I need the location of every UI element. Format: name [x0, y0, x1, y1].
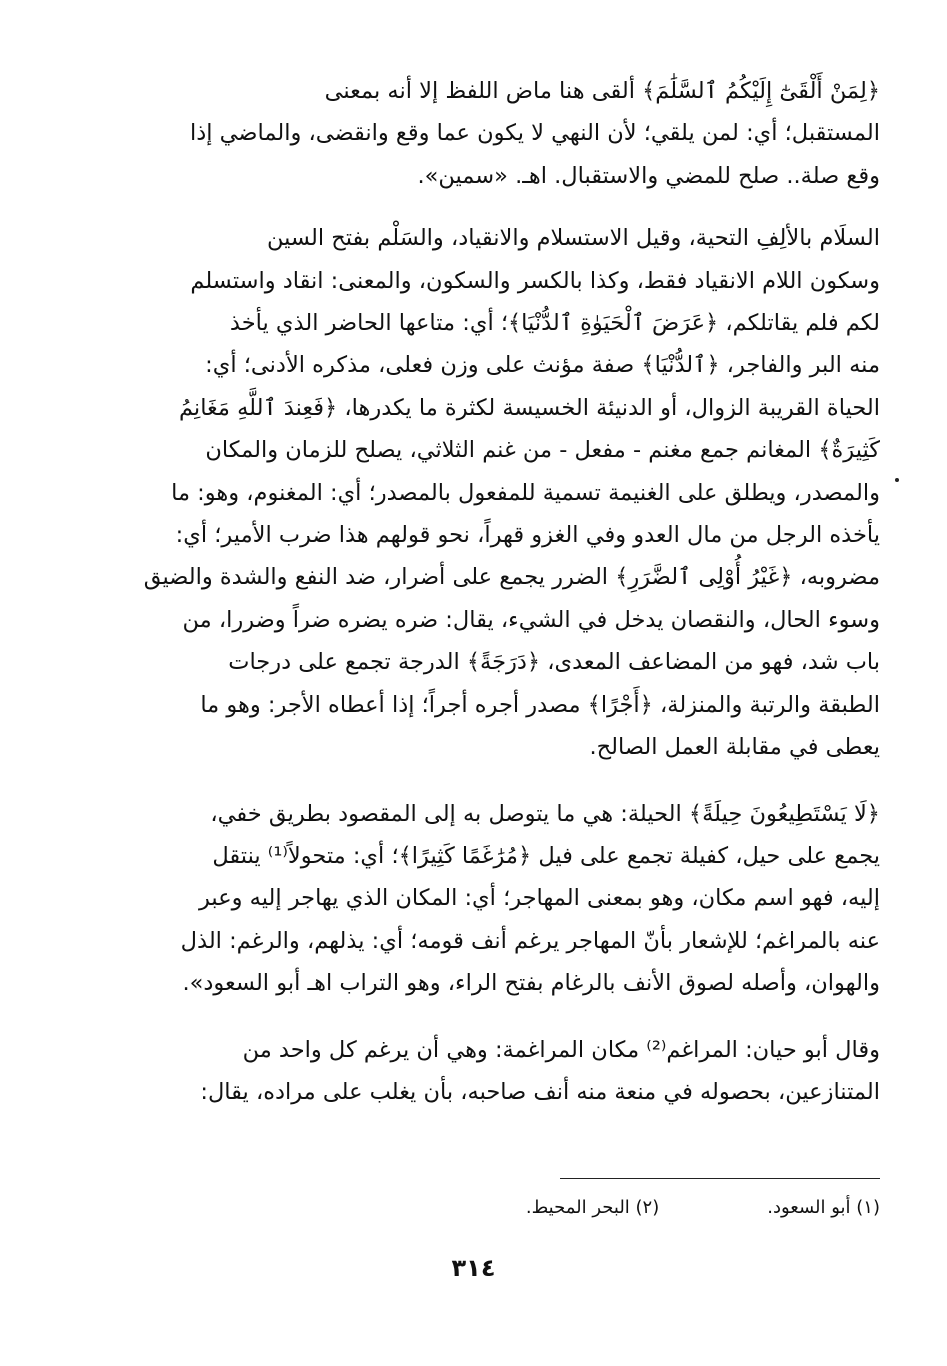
paragraph-line: وسكون اللام الانقياد فقط، وكذا بالكسر والسكون، والمعنى: انقاد واستسلم	[190, 267, 880, 294]
footnote-divider	[560, 1178, 880, 1179]
paragraph-3	[72, 793, 880, 1005]
footnote-1: (١) أبو السعود.	[767, 1197, 880, 1218]
paragraph-line: وقال أبو حيان: المراغم⁽²⁾ مكان المراغمة: وهي أن يرغم كل واحد من	[242, 1036, 880, 1063]
paragraph-line: ﴿لِمَنْ أَلْقَىٰٓ إِلَيْكُمُ ٱلسَّلَٰمَ﴾ ألقى هنا ماض اللفظ إلا أنه بمعنى	[324, 78, 880, 104]
paragraph-line: المتنازعين، بحصوله في منعة منه أنف صاحبه، بأن يغلب على مراده، يقال:	[200, 1078, 880, 1105]
page-body	[72, 70, 880, 1113]
paragraph-line: المستقبل؛ أي: لمن يلقي؛ لأن النهي لا يكون عما وقع وانقضى، والماضي إذا	[189, 120, 880, 147]
paragraph-line: يعطى في مقابلة العمل الصالح.	[589, 734, 880, 761]
page-number: ٣١٤	[451, 1254, 496, 1282]
paragraph-line: والهوان، وأصله لصوق الأنف بالرغام بفتح الراء، وهو التراب اهـ أبو السعود».	[182, 970, 880, 997]
paragraph-line: السلَام بالألِفِ التحية، وقيل الاستسلام والانقياد، والسَلْم بفتح السين	[266, 225, 880, 252]
paragraph-4	[72, 1029, 880, 1114]
footnotes	[72, 1195, 880, 1221]
paragraph-line: الحياة القريبة الزوال، أو الدنيئة الخسيسة لكثرة ما يكدرها، ﴿فَعِندَ ٱللَّهِ مَغَانِمُ	[178, 394, 880, 421]
paragraph-line: والمصدر، ويطلق على الغنيمة تسمية للمفعول بالمصدر؛ أي: المغنوم، وهو: ما	[171, 479, 880, 506]
paragraph-line: باب شد، فهو من المضاعف المعدى، ﴿دَرَجَةً﴾ الدرجة تجمع على درجات	[228, 649, 880, 676]
paragraph-line: عنه بالمراغم؛ للإشعار بأنّ المهاجر يرغم أنف قومه؛ أي: يذلهم، والرغم: الذل	[180, 927, 880, 954]
paragraph-line: وقع صلة.. صلح للمضي والاستقبال. اهـ. «سمين».	[417, 162, 880, 189]
paragraph-1	[72, 70, 880, 197]
paragraph-2	[72, 217, 880, 768]
paragraph-line: ﴿لَا يَسْتَطِيعُونَ حِيلَةً﴾ الحيلة: هي ما يتوصل به إلى المقصود بطريق خفي،	[210, 800, 880, 827]
paragraph-line: الطبقة والرتبة والمنزلة، ﴿أَجْرًا﴾ مصدر أجره أجراً؛ إذا أعطاه الأجر: وهو ما	[200, 691, 880, 718]
paragraph-line: وسوء الحال، والنقصان يدخل في الشيء، يقال: ضره يضره ضراً وضررا، من	[182, 606, 880, 633]
paragraph-line: يأخذه الرجل من مال العدو وفي الغزو قهراً، نحو قولهم هذا ضرب الأمير؛ أي:	[175, 522, 880, 549]
paragraph-line: منه البر والفاجر، ﴿ٱلدُّنْيَا﴾ صفة مؤنث على وزن فعلى، مذكره الأدنى؛ أي:	[205, 352, 880, 379]
paragraph-line: كَثِيرَةٌ﴾ المغانم جمع مغنم - مفعل - من غنم الثلاثي، يصلح للزمان والمكان	[205, 437, 880, 464]
paragraph-line: مضروبه، ﴿غَيْرُ أُوْلِى ٱلضَّرَرِ﴾ الضرر يجمع على أضرار، ضد النفع والشدة والضيق	[143, 564, 880, 591]
paragraph-line: لكم فلم يقاتلكم، ﴿عَرَضَ ٱلْحَيَوٰةِ ٱلدُّنْيَا﴾؛ أي: متاعها الحاضر الذي يأخذ	[229, 310, 880, 337]
paragraph-line: إليه، فهو اسم مكان، وهو بمعنى المهاجر؛ أي: المكان الذي يهاجر إليه وعبر	[199, 885, 880, 912]
margin-mark	[895, 478, 899, 482]
footnote-2: (٢) البحر المحيط.	[525, 1197, 660, 1218]
paragraph-line: يجمع على حيل، كفيلة تجمع على فيل ﴿مُرَٰغَمًا كَثِيرًا﴾؛ أي: متحولاً⁽¹⁾ ينتقل	[212, 842, 880, 869]
